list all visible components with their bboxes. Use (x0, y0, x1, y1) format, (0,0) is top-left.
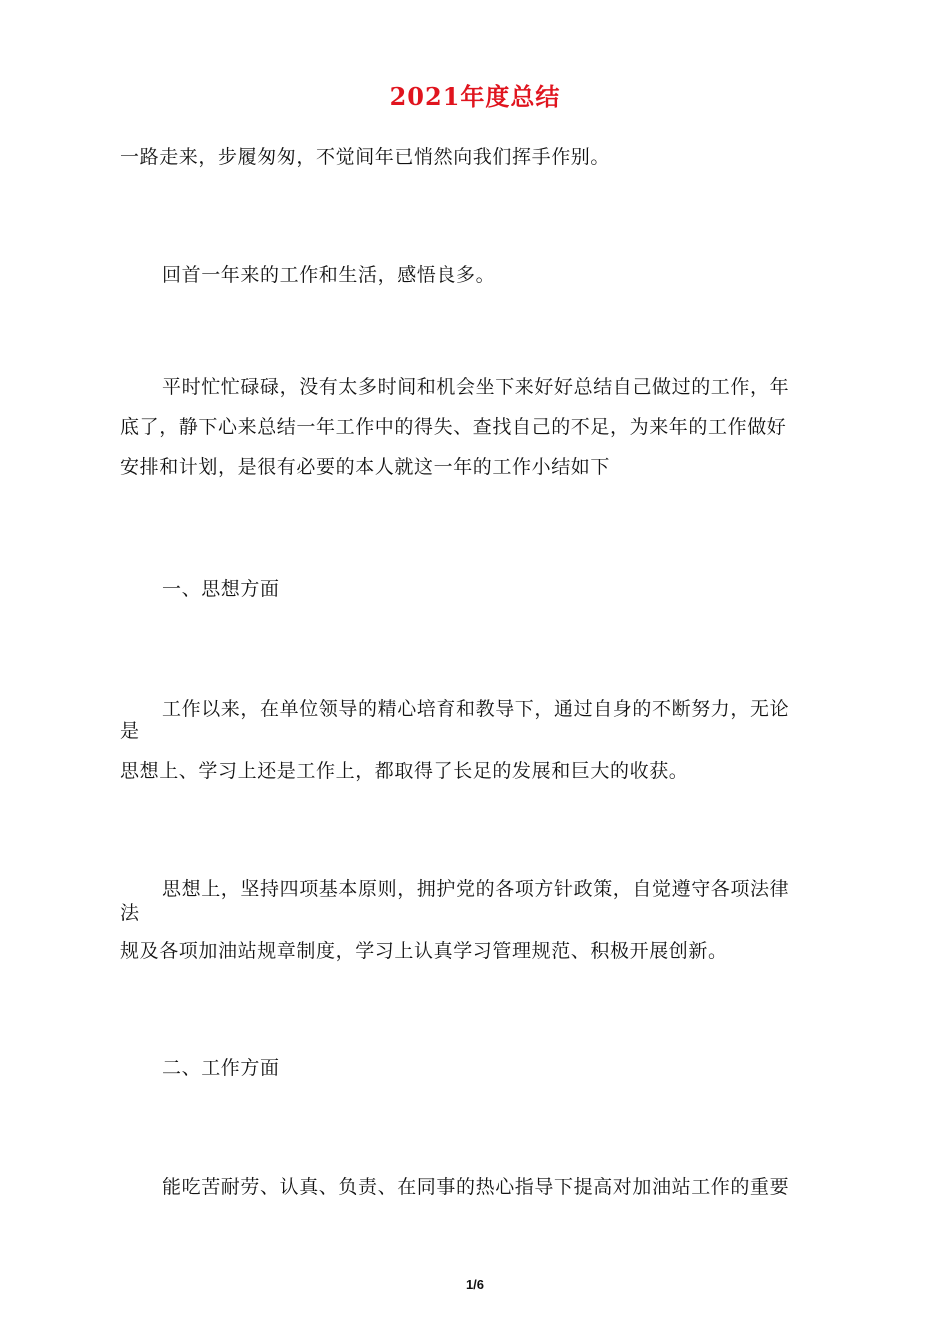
text-line: 是 (120, 720, 140, 742)
text-line: 能吃苦耐劳、认真、负责、在同事的热心指导下提高对加油站工作的重要 (162, 1176, 790, 1198)
text-line: 思想上，坚持四项基本原则，拥护党的各项方针政策，自觉遵守各项法律 (162, 878, 790, 900)
text-line: 一路走来，步履匆匆，不觉间年已悄然向我们挥手作别。 (120, 146, 611, 168)
text-line: 平时忙忙碌碌，没有太多时间和机会坐下来好好总结自己做过的工作，年 (162, 376, 790, 398)
text-line: 思想上、学习上还是工作上，都取得了长足的发展和巨大的收获。 (120, 760, 689, 782)
text-line: 安排和计划，是很有必要的本人就这一年的工作小结如下 (120, 456, 611, 478)
text-line: 底了，静下心来总结一年工作中的得失、查找自己的不足，为来年的工作做好 (120, 416, 787, 438)
section-heading: 二、工作方面 (162, 1057, 280, 1079)
text-line: 法 (120, 902, 140, 924)
page-number: 1/6 (465, 1277, 485, 1292)
text-line: 工作以来，在单位领导的精心培育和教导下，通过自身的不断努力，无论 (162, 698, 790, 720)
document-title: 2021年度总结 (389, 82, 561, 111)
section-heading: 一、思想方面 (162, 578, 280, 600)
text-line: 回首一年来的工作和生活，感悟良多。 (162, 264, 496, 286)
text-line: 规及各项加油站规章制度，学习上认真学习管理规范、积极开展创新。 (120, 940, 728, 962)
